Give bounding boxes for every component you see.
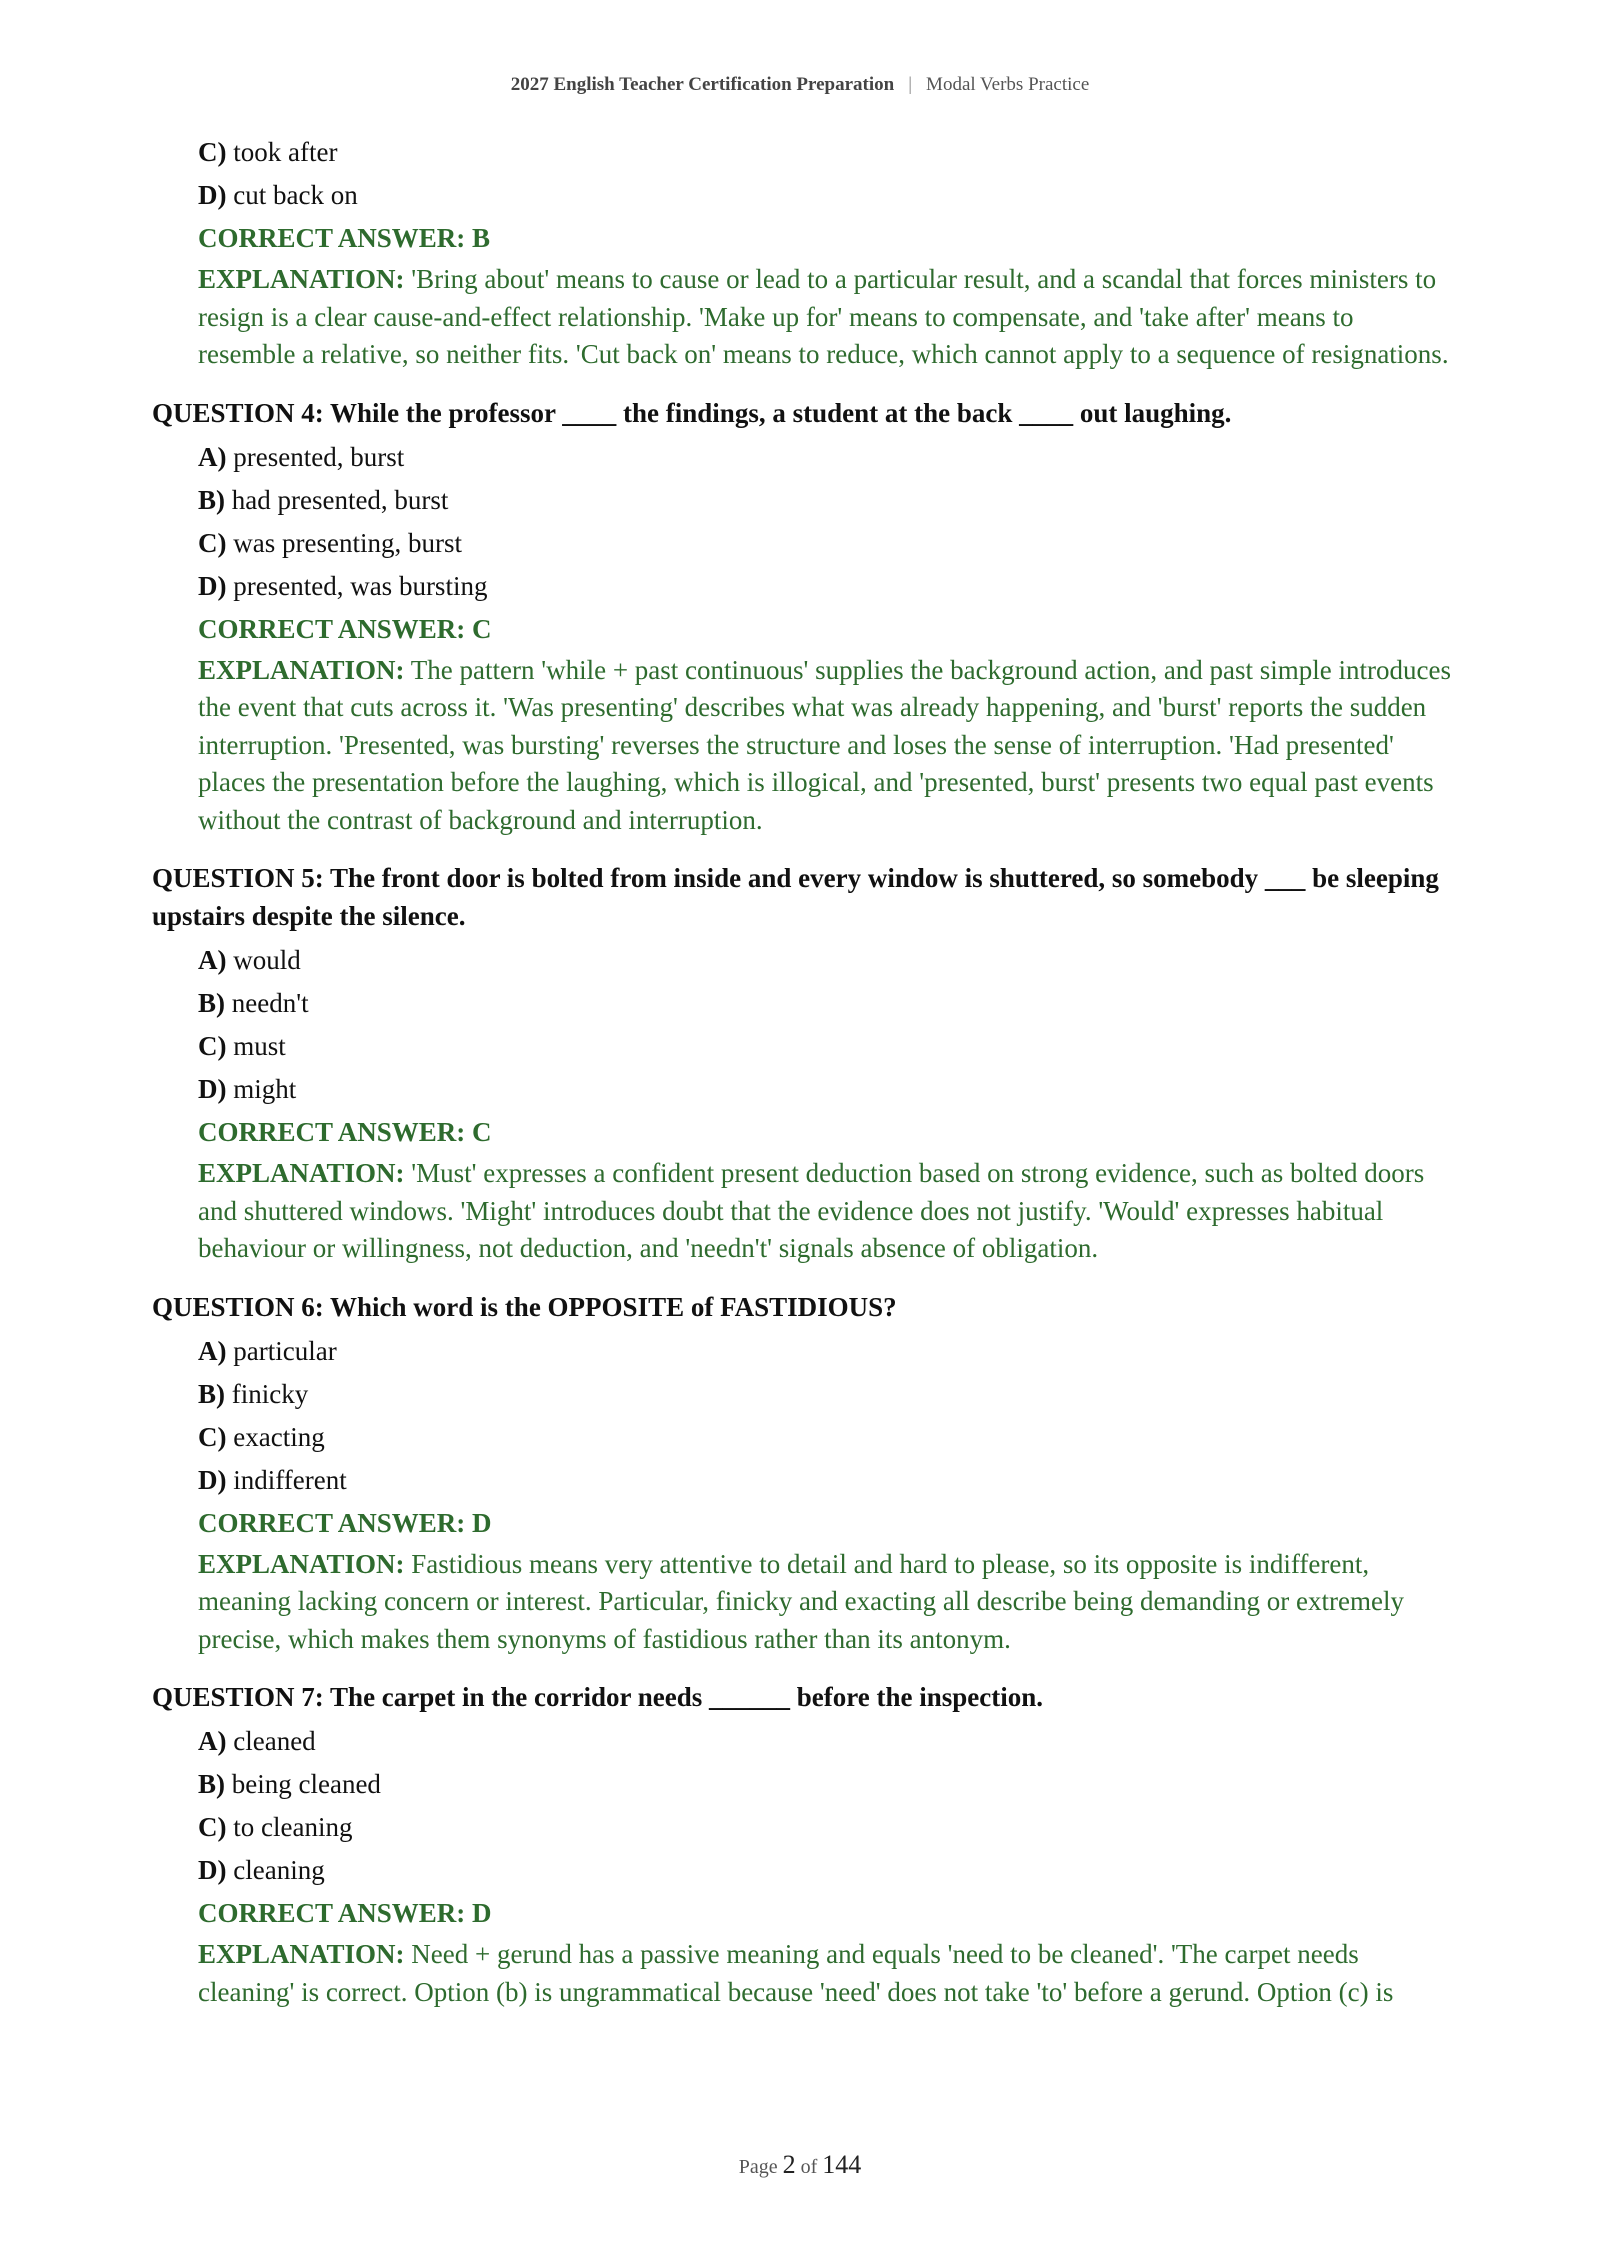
question-4 (152, 394, 1452, 840)
option-letter: A) (198, 1335, 227, 1366)
explanation (198, 1936, 1452, 2011)
option-b (198, 481, 1452, 519)
option-d (198, 1851, 1452, 1889)
option-text: cleaning (233, 1855, 325, 1885)
correct-answer: CORRECT ANSWER: C (198, 613, 492, 644)
header-title: 2027 English Teacher Certification Preparation (510, 74, 895, 95)
option-letter: D) (198, 1855, 227, 1885)
option-letter: D) (198, 570, 227, 601)
question-prompt: QUESTION 4: While the professor ____ the findings, a student at the back ____ out laughing. (152, 397, 1232, 428)
option-letter: A) (198, 1726, 227, 1756)
explanation-label: EXPLANATION: (198, 1548, 405, 1579)
explanation-text: 'Must' expresses a confident present deduction based on strong evidence, such as bolted doors and shuttered windows. 'Might' introduces doubt that the evidence does not justify. 'Would' expresses habitual behaviour or willingness, not deduction, and 'needn't' signals absence of obligation. (198, 1158, 1425, 1263)
option-letter: D) (198, 180, 227, 210)
option-letter: C) (198, 527, 227, 558)
explanation-label: EXPLANATION: (198, 264, 405, 294)
option-letter: B) (198, 988, 225, 1018)
option-letter: D) (198, 1464, 227, 1495)
option-letter: C) (198, 1031, 227, 1061)
option-text: to cleaning (233, 1812, 353, 1842)
option-text: presented, was bursting (233, 570, 488, 601)
option-letter: B) (198, 484, 225, 515)
option-text: indifferent (233, 1464, 347, 1495)
option-text: was presenting, burst (233, 527, 462, 558)
option-b (198, 1375, 1452, 1413)
option-text: took after (233, 137, 338, 167)
option-letter: C) (198, 1812, 227, 1842)
option-text: presented, burst (233, 441, 405, 472)
option-c (198, 133, 1452, 171)
correct-answer: CORRECT ANSWER: B (198, 223, 491, 253)
option-text: had presented, burst (231, 484, 449, 515)
page-of-label: of (800, 2156, 818, 2178)
correct-answer: CORRECT ANSWER: C (198, 1117, 492, 1147)
option-letter: D) (198, 1074, 227, 1104)
option-text: cut back on (233, 180, 358, 210)
correct-answer: CORRECT ANSWER: D (198, 1898, 492, 1928)
option-text: cleaned (233, 1726, 316, 1756)
option-b (198, 984, 1452, 1022)
option-text: needn't (231, 988, 309, 1018)
page-footer (0, 2150, 1600, 2180)
explanation-text: 'Bring about' means to cause or lead to a particular result, and a scandal that forces ministers to resign is a clear cause-and-effect relationship. 'Make up for' means to compensate, and 'take after' means to resemble a relative, so neither fits. 'Cut back on' means to reduce, which cannot apply to a sequence of resignations. (198, 264, 1449, 369)
question-5 (152, 859, 1452, 1268)
option-c (198, 1418, 1452, 1456)
option-letter: A) (198, 945, 227, 975)
option-text: might (233, 1074, 297, 1104)
explanation-label: EXPLANATION: (198, 654, 405, 685)
option-b (198, 1765, 1452, 1803)
header-subtitle: Modal Verbs Practice (926, 74, 1090, 95)
option-d (198, 567, 1452, 605)
option-letter: C) (198, 1421, 227, 1452)
option-c (198, 1027, 1452, 1065)
explanation (198, 1155, 1452, 1268)
option-letter: C) (198, 137, 227, 167)
option-letter: A) (198, 441, 227, 472)
option-a (198, 1332, 1452, 1370)
option-text: exacting (233, 1421, 325, 1452)
option-text: being cleaned (231, 1769, 381, 1799)
question-6 (152, 1288, 1452, 1659)
question-prompt: QUESTION 5: The front door is bolted from inside and every window is shuttered, so somebody ___ be sleeping upstairs despite the silence. (152, 863, 1439, 931)
header-separator: | (908, 74, 913, 95)
explanation-label: EXPLANATION: (198, 1939, 405, 1969)
option-d (198, 176, 1452, 214)
option-a (198, 1722, 1452, 1760)
option-d (198, 1461, 1452, 1499)
question-3-continued (152, 133, 1452, 374)
option-c (198, 1808, 1452, 1846)
question-prompt: QUESTION 7: The carpet in the corridor needs ______ before the inspection. (152, 1682, 1043, 1712)
explanation-text: Fastidious means very attentive to detail and hard to please, so its opposite is indifferent, meaning lacking concern or interest. Particular, finicky and exacting all describe being demanding or extremely precise, which makes them synonyms of fastidious rather than its antonym. (198, 1548, 1404, 1654)
explanation (198, 1546, 1452, 1659)
page-current: 2 (782, 2150, 796, 2179)
option-letter: B) (198, 1378, 225, 1409)
question-prompt: QUESTION 6: Which word is the OPPOSITE of FASTIDIOUS? (152, 1291, 897, 1322)
option-c (198, 524, 1452, 562)
explanation-label: EXPLANATION: (198, 1158, 405, 1188)
explanation (198, 261, 1452, 374)
option-a (198, 941, 1452, 979)
option-text: particular (233, 1335, 337, 1366)
explanation (198, 652, 1452, 840)
page-header (0, 74, 1600, 96)
option-letter: B) (198, 1769, 225, 1799)
option-text: must (233, 1031, 286, 1061)
option-a (198, 438, 1452, 476)
option-text: would (233, 945, 301, 975)
page-content (152, 133, 1452, 2031)
explanation-text: The pattern 'while + past continuous' supplies the background action, and past simple introduces the event that cuts across it. 'Was presenting' describes what was already happening, and 'burst' reports the sudden interruption. 'Presented, was bursting' reverses the structure and loses the sense of interruption. 'Had presented' places the presentation before the laughing, which is illogical, and 'presented, burst' presents two equal past events without the contrast of background and interruption. (198, 654, 1452, 835)
option-text: finicky (231, 1378, 309, 1409)
option-d (198, 1070, 1452, 1108)
explanation-text: Need + gerund has a passive meaning and equals 'need to be cleaned'. 'The carpet needs cleaning' is correct. Option (b) is ungrammatical because 'need' does not take 'to' before a gerund. Option (c) is (198, 1939, 1394, 2007)
page-label: Page (738, 2156, 778, 2178)
page-total: 144 (822, 2150, 862, 2179)
question-7 (152, 1678, 1452, 2011)
correct-answer: CORRECT ANSWER: D (198, 1507, 492, 1538)
